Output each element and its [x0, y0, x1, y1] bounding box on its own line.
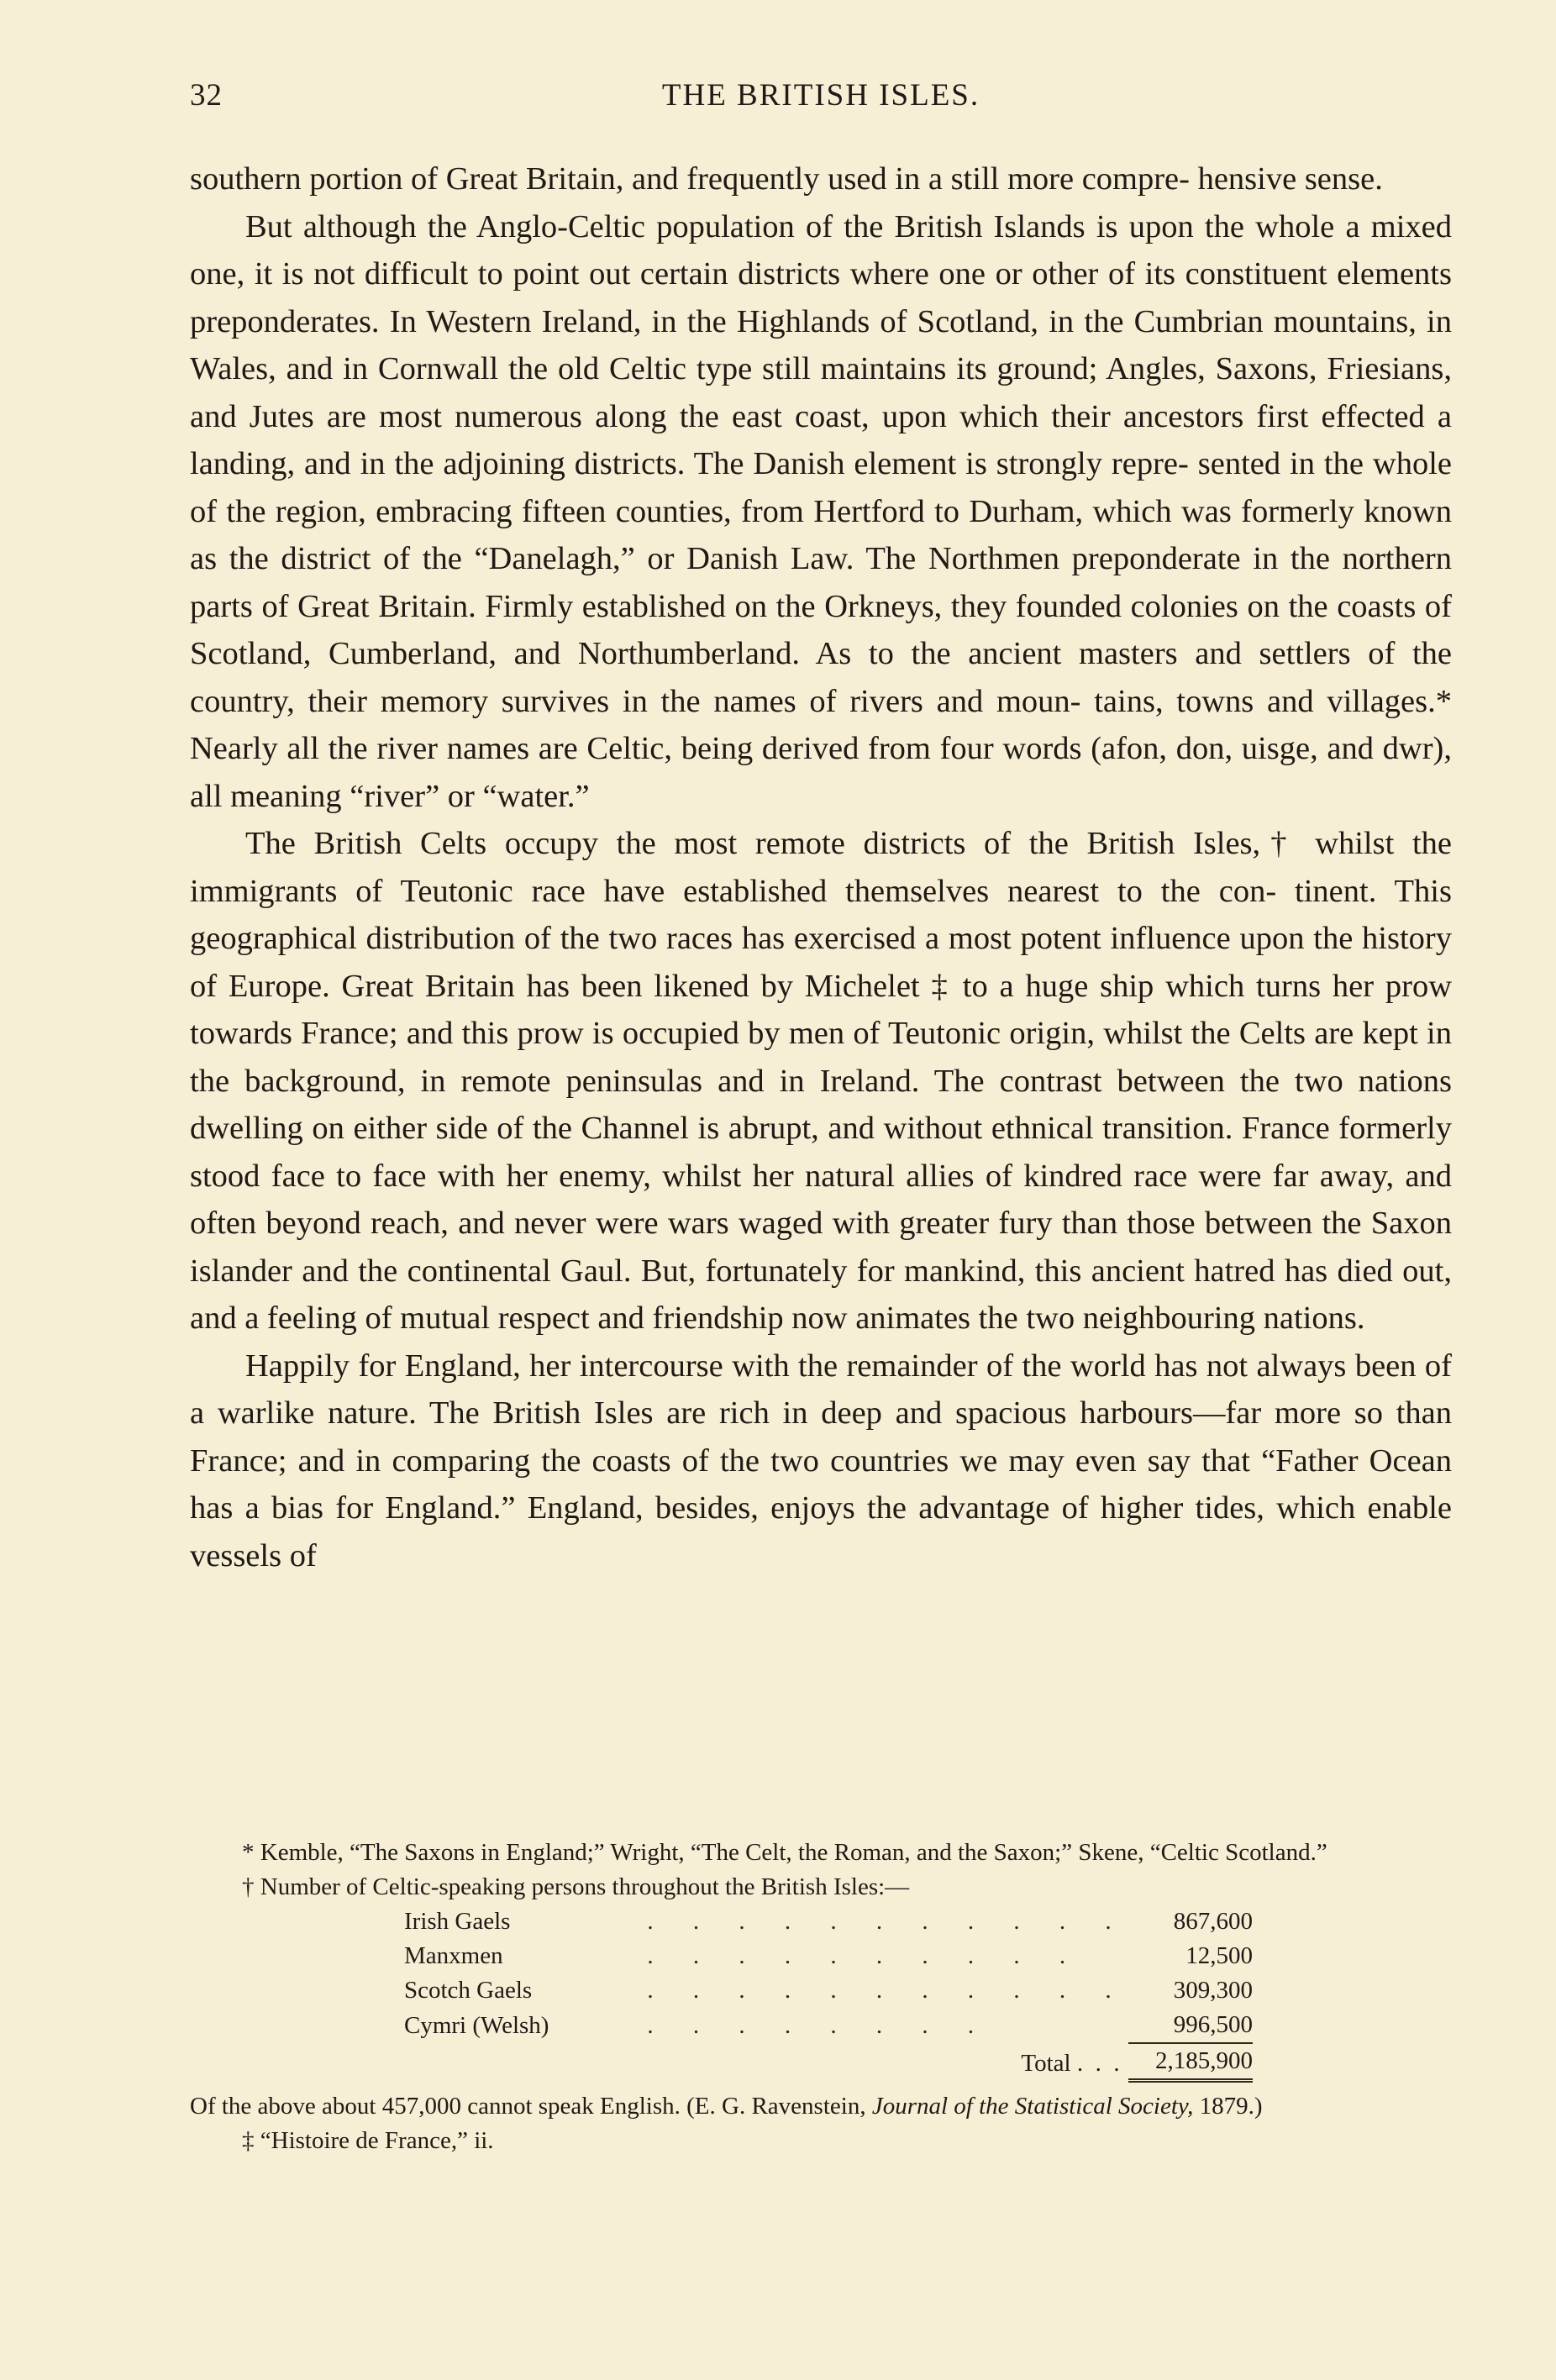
footnote-dagger-intro: † Number of Celtic-speaking persons throughout the British Isles:— — [242, 1873, 910, 1900]
footnote-note — [190, 2089, 1452, 2124]
spacer-cell — [404, 2043, 647, 2081]
row-label: Manxmen — [404, 1942, 503, 1969]
row-value: 309,300 — [1173, 1977, 1253, 2004]
total-value: 2,185,900 — [1128, 2043, 1253, 2081]
paragraph-1: southern portion of Great Britain, and frequently used in a still more compre- hensive sense. — [190, 161, 1383, 197]
paragraph-3: The British Celts occupy the most remote districts of the British Isles,† whilst the immigrants of Teutonic race have established themselves nearest to the con- tinent. This geographical distribution of the two races has exercised a most potent influence upon the history of Europe. Great Britain has been likened by Michelet ‡ to a huge ship which turns her prow towards France; and this prow is occupied by men of Teutonic origin, whilst the Celts are kept in the background, in remote peninsulas and in Ireland. The contrast between the two nations dwelling on either side of the Channel is abrupt, and without ethnical transition. France formerly stood face to face with her enemy, whilst her natural allies of kindred race were far away, and often beyond reach, and never were wars waged with greater fury than those between the Saxon islander and the continental Gaul. But, fortunately for mankind, this ancient hatred has died out, and a feeling of mutual respect and friendship now animates the two neighbouring nations. — [190, 826, 1452, 1336]
row-label: Irish Gaels — [404, 1908, 511, 1935]
table-row — [404, 2008, 1253, 2043]
note-year: 1879.) — [1199, 2093, 1263, 2120]
leader-dots: . . . . . . . . . . . — [647, 1908, 1128, 1935]
spacer — [190, 2083, 1452, 2089]
body-text — [190, 155, 1452, 1579]
footnote-star: * Kemble, “The Saxons in England;” Wright, “The Celt, the Roman, and the Saxon;” Skene, “Celtic Scotland.” — [242, 1839, 1327, 1866]
row-value: 867,600 — [1173, 1908, 1253, 1935]
running-title: THE BRITISH ISLES. — [661, 78, 980, 113]
leader-dots: . . . . . . . . . . — [647, 1942, 1083, 1969]
celtic-speakers-table — [404, 1905, 1253, 2083]
row-label: Cymri (Welsh) — [404, 2012, 549, 2039]
row-value: 996,500 — [1128, 2008, 1253, 2043]
page-header — [190, 77, 1452, 119]
note-text: Of the above about 457,000 cannot speak English. (E. G. Ravenstein, — [190, 2093, 866, 2120]
footnote-double-dagger: ‡ “Histoire de France,” ii. — [242, 2127, 494, 2154]
leader-dots: . . . . . . . . . . . — [647, 1977, 1128, 2004]
paragraph-2: But although the Anglo-Celtic population of the British Islands is upon the whole a mixed one, it is not difficult to point out certain districts where one or other of its constituent elements preponderates. In Western Ireland, in the Highlands of Scotland, in the Cumbrian mountains, in Wales, and in Cornwall the old Celtic type still maintains its ground; Angles, Saxons, Friesians, and Jutes are most numerous along the east coast, upon which their ancestors first effected a landing, and in the adjoining districts. The Danish element is strongly repre- sented in the whole of the region, embracing fifteen counties, from Hertford to Durham, which was formerly known as the district of the “Danelagh,” or Danish Law. The Northmen preponderate in the northern parts of Great Britain. Firmly established on the Orkneys, they founded colonies on the coasts of Scotland, Cumberland, and Northumberland. As to the ancient masters and settlers of the country, their memory survives in the names of rivers and moun- tains, towns and villages.* Nearly all the river names are Celtic, being derived from four words (afon, don, uisge, and dwr), all meaning “river” or “water.” — [190, 208, 1452, 814]
table-row — [404, 1973, 1253, 2008]
table-total-row — [404, 2043, 1253, 2081]
paragraph-4: Happily for England, her intercourse with the remainder of the world has not always been of a warlike nature. The British Isles are rich in deep and spacious harbours—far more so than France; and in comparing the coasts of the two countries we may even say that “Father Ocean has a bias for England.” England, besides, enjoys the advantage of higher tides, which enable vessels of — [190, 1348, 1452, 1574]
table-row — [404, 1905, 1253, 1939]
total-label-text: Total — [1021, 2049, 1071, 2077]
footnotes — [190, 1836, 1452, 2158]
page-number: 32 — [190, 78, 223, 113]
row-value: 12,500 — [1185, 1942, 1253, 1969]
row-label: Scotch Gaels — [404, 1977, 533, 2004]
note-journal: Journal of the Statistical Society, — [871, 2093, 1194, 2120]
table-row — [404, 1939, 1253, 1973]
total-label: Total . . . — [1021, 2049, 1120, 2077]
leader-dots: . . . . . . . . — [647, 2012, 991, 2039]
